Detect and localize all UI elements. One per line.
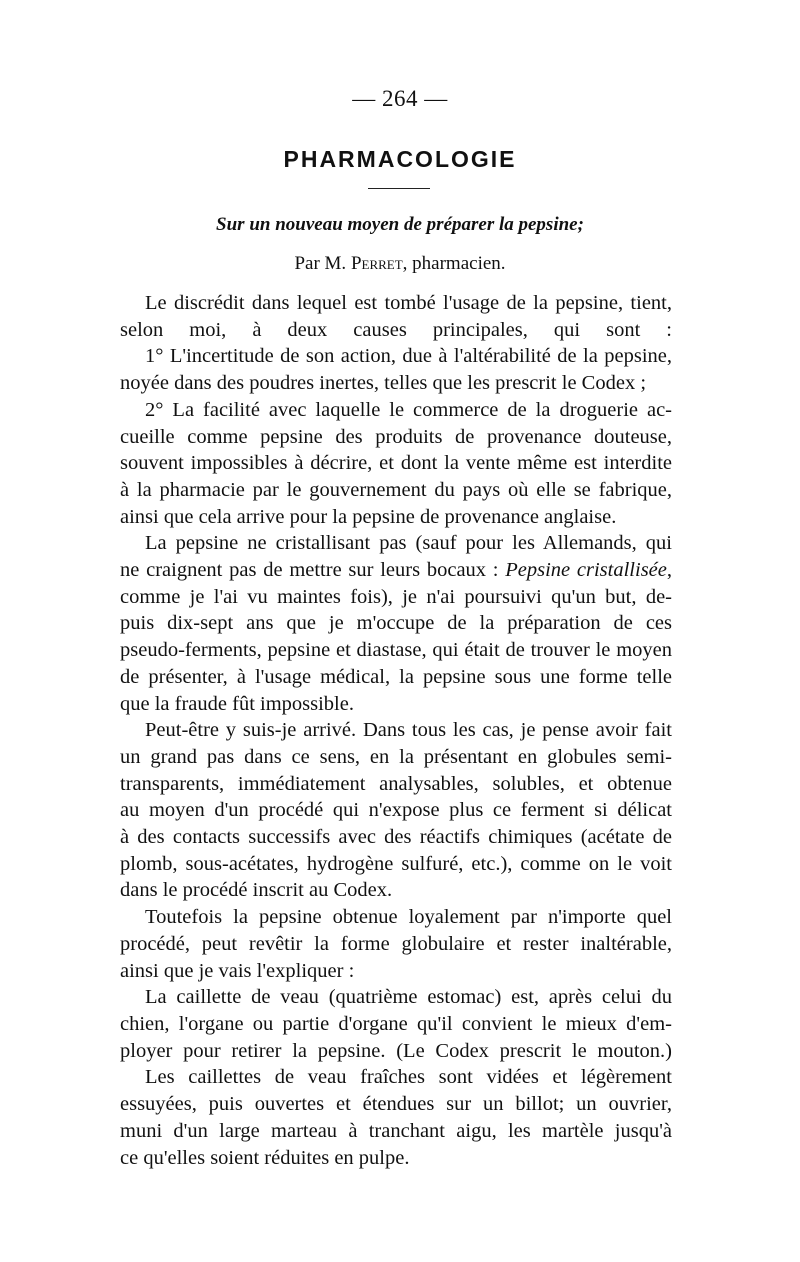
- text-line-content: selon moi, à deux causes principales, qui sont :: [120, 318, 672, 341]
- text-line-content: 1° L'incertitude de son action, due à l'altérabilité de la pepsine,: [145, 345, 672, 368]
- text-line: [120, 958, 672, 985]
- text-line-content: à la pharmacie par le gouvernement du pays où elle se fabrique,: [120, 478, 672, 501]
- title-divider: [368, 188, 430, 189]
- text-line-content: de présenter, à l'usage médical, la pepsine sous une forme telle: [120, 665, 672, 688]
- text-line-content: puis dix-sept ans que je m'occupe de la préparation de ces: [120, 612, 672, 635]
- text-line: [120, 691, 672, 718]
- text-line-content: pseudo-ferments, pepsine et diastase, qui était de trouver le moyen: [120, 639, 672, 662]
- text-line-content: Peut-être y suis-je arrivé. Dans tous les cas, je pense avoir fait: [145, 719, 672, 742]
- text-line: [120, 450, 672, 477]
- text-line-content: plomb, sous-acétates, hydrogène sulfuré, etc.), comme on le voit: [120, 852, 672, 875]
- text-line: [120, 584, 672, 611]
- section-title: PHARMACOLOGIE: [283, 146, 517, 172]
- text-line: [120, 824, 672, 851]
- text-line-content: chien, l'organe ou partie d'organe qu'il convient le mieux d'em-: [120, 1012, 672, 1035]
- text-line-content: comme je l'ai vu maintes fois), je n'ai poursuivi qu'un but, de-: [120, 585, 672, 608]
- text-line: [120, 637, 672, 664]
- text-line: [120, 610, 672, 637]
- text-line: [120, 557, 672, 584]
- text-line: [120, 771, 672, 798]
- text-line: [120, 664, 672, 691]
- text-line-content: transparents, immédiatement analysables, solubles, et obtenue: [120, 772, 672, 795]
- text-line-content: ainsi que je vais l'expliquer :: [120, 959, 355, 982]
- text-line: [120, 1011, 672, 1038]
- text-line: [120, 317, 672, 344]
- text-line-content: muni d'un large marteau à tranchant aigu, les martèle jusqu'à: [120, 1119, 672, 1142]
- text-line: [120, 477, 672, 504]
- text-line: [120, 1038, 672, 1065]
- text-line-content: au moyen d'un procédé qui n'expose plus ce ferment si délicat: [120, 799, 672, 822]
- text-line: [120, 984, 672, 1011]
- text-line-content: ne craignent pas de mettre sur leurs bocaux :: [120, 559, 506, 582]
- text-line-content: Les caillettes de veau fraîches sont vidées et légèrement: [145, 1066, 672, 1089]
- text-line-content: souvent impossibles à décrire, et dont la vente même est interdite: [120, 452, 672, 475]
- text-line: [120, 931, 672, 958]
- text-line-content: 2° La facilité avec laquelle le commerce de la droguerie ac-: [145, 398, 672, 421]
- byline-suffix: , pharmacien.: [402, 253, 506, 274]
- text-line: [120, 797, 672, 824]
- text-line: [120, 1064, 672, 1091]
- text-line-content: essuyées, puis ouvertes et étendues sur un billot; un ouvrier,: [120, 1093, 672, 1116]
- text-line-content: noyée dans des poudres inertes, telles que les prescrit le Codex ;: [120, 372, 647, 395]
- text-line: [120, 370, 672, 397]
- article-body: [120, 290, 672, 1171]
- article-title-text: Sur un nouveau moyen de préparer la pepsine;: [216, 214, 584, 235]
- text-line-content: La pepsine ne cristallisant pas (sauf pour les Allemands, qui: [145, 532, 672, 555]
- byline-author: Perret: [350, 253, 403, 274]
- article-title: [0, 214, 800, 236]
- text-line-content: Toutefois la pepsine obtenue loyalement par n'importe quel: [145, 906, 672, 929]
- byline: [0, 253, 800, 275]
- text-line-content: Le discrédit dans lequel est tombé l'usage de la pepsine, tient,: [145, 292, 672, 314]
- text-line-content: ce qu'elles soient réduites en pulpe.: [120, 1146, 410, 1169]
- byline-prefix: Par M.: [294, 253, 351, 274]
- text-line-content: ployer pour retirer la pepsine. (Le Codex prescrit le mouton.): [120, 1039, 672, 1062]
- text-line: [120, 851, 672, 878]
- text-line: [120, 397, 672, 424]
- text-line-content: cueille comme pepsine des produits de provenance douteuse,: [120, 425, 672, 448]
- text-line: [120, 717, 672, 744]
- text-line-content: à des contacts successifs avec des réactifs chimiques (acétate de: [120, 826, 672, 849]
- text-line: [120, 877, 672, 904]
- text-line: [120, 904, 672, 931]
- text-line: [120, 1145, 672, 1172]
- text-line: [120, 290, 672, 317]
- emphasized-text: Pepsine cristallisée: [505, 559, 667, 582]
- page-number: — 264 —: [352, 86, 448, 111]
- text-line: [120, 744, 672, 771]
- text-line-content: un grand pas dans ce sens, en la présentant en globules semi-: [120, 745, 672, 768]
- text-line-content: procédé, peut revêtir la forme globulaire et rester inaltérable,: [120, 932, 672, 955]
- text-line: [120, 1118, 672, 1145]
- text-line-content: La caillette de veau (quatrième estomac) est, après celui du: [145, 986, 672, 1009]
- text-line: [120, 424, 672, 451]
- text-line-content: dans le procédé inscrit au Codex.: [120, 879, 393, 902]
- text-line-content: ainsi que cela arrive pour la pepsine de provenance anglaise.: [120, 505, 617, 528]
- text-line: [120, 343, 672, 370]
- text-line: [120, 1091, 672, 1118]
- text-line-tail: ,: [666, 559, 672, 582]
- text-line: [120, 504, 672, 531]
- text-line: [120, 530, 672, 557]
- text-line-content: que la fraude fût impossible.: [120, 692, 354, 715]
